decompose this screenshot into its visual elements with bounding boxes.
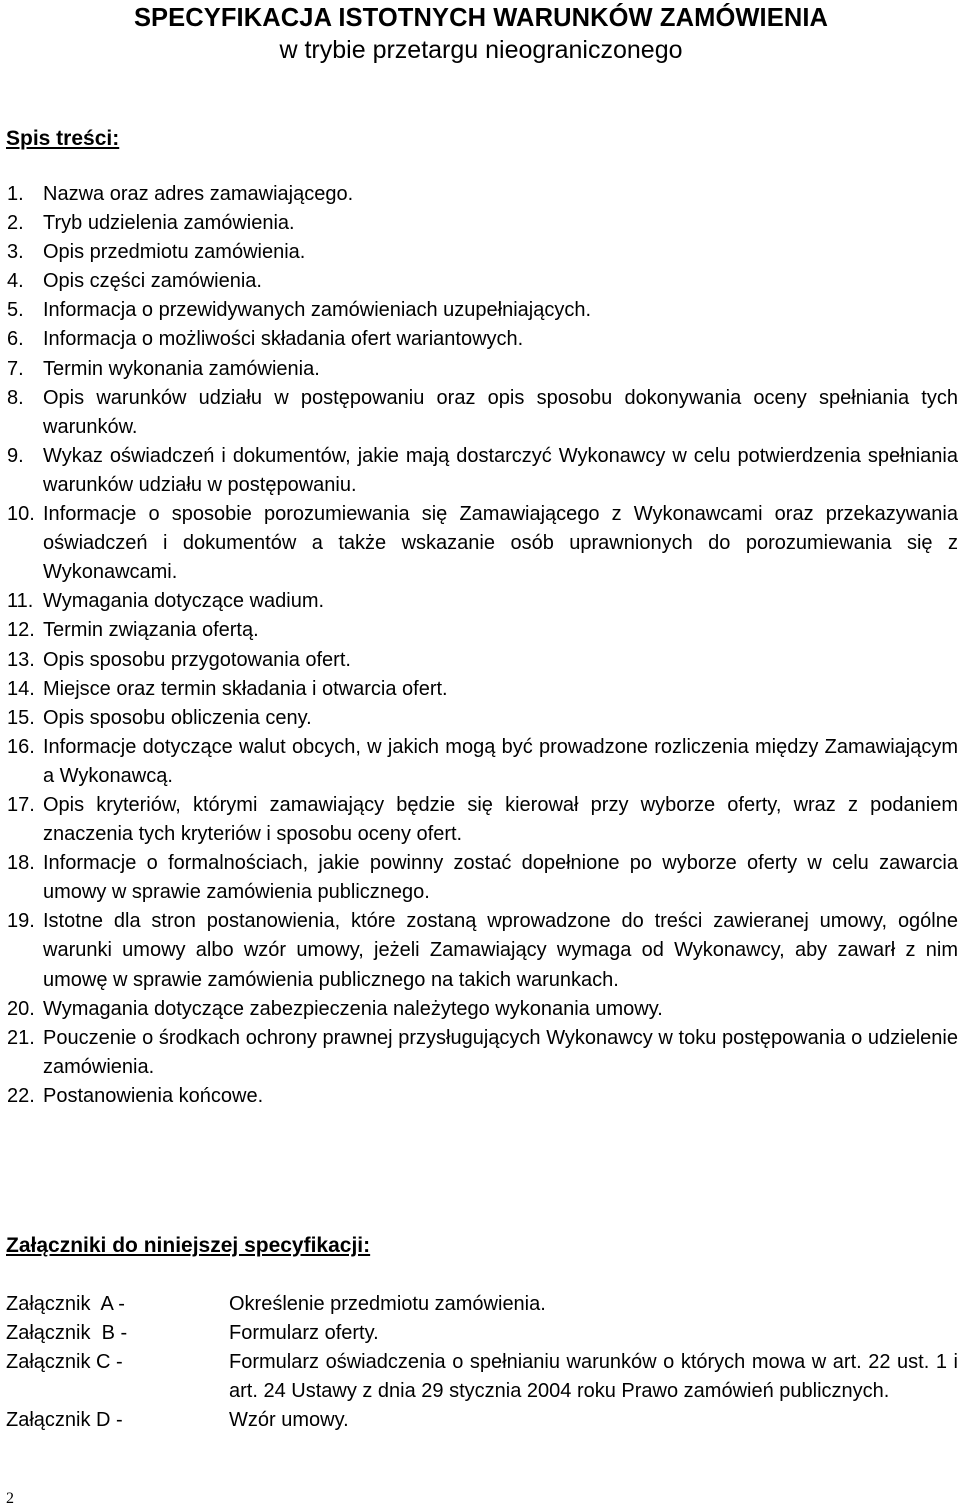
toc-item-number: 3.: [7, 241, 24, 264]
toc-item-text: Informacje dotyczące walut obcych, w jakich mogą być prowadzone rozliczenia między Zamawiającym a Wykonawcą.: [43, 735, 958, 787]
toc-item: [0, 587, 960, 616]
toc-item-number: 22.: [7, 1084, 35, 1107]
attachment-item: [0, 1290, 960, 1319]
toc-item-text: Pouczenie o środkach ochrony prawnej przysługujących Wykonawcy w toku postępowania o udzielenie zamówienia.: [43, 1026, 958, 1078]
toc-item-number: 11.: [7, 590, 34, 613]
toc-item-text: Wykaz oświadczeń i dokumentów, jakie mają dostarczyć Wykonawcy w celu potwierdzenia spełniania warunków udziału w postępowaniu.: [43, 444, 958, 496]
page-number: 2: [6, 1490, 14, 1507]
attachment-item: [0, 1406, 960, 1435]
attachment-description: Formularz oferty.: [229, 1322, 379, 1345]
toc-item: [0, 1082, 960, 1111]
attachment-label: Załącznik D -: [6, 1409, 123, 1432]
toc-heading: Spis treści:: [6, 127, 120, 150]
toc-item: [0, 849, 960, 907]
toc-item-number: 2.: [7, 212, 24, 235]
toc-list: [0, 180, 960, 1111]
toc-item: [0, 500, 960, 587]
toc-item-text: Wymagania dotyczące wadium.: [43, 590, 325, 613]
toc-item-number: 20.: [7, 997, 35, 1020]
toc-item-text: Opis sposobu obliczenia ceny.: [43, 706, 312, 729]
attachments-list: [0, 1290, 960, 1435]
toc-item-number: 6.: [7, 328, 24, 351]
toc-item-text: Tryb udzielenia zamówienia.: [43, 212, 295, 235]
toc-item-text: Termin związania ofertą.: [43, 619, 259, 642]
title-block: [0, 2, 960, 66]
toc-item: [0, 267, 960, 296]
toc-item-number: 12.: [7, 619, 35, 642]
attachment-item: [0, 1348, 960, 1406]
toc-item-number: 5.: [7, 299, 24, 322]
toc-item-number: 17.: [7, 793, 35, 816]
toc-item-text: Postanowienia końcowe.: [43, 1084, 264, 1107]
attachment-label: Załącznik B -: [6, 1322, 128, 1345]
toc-item-text: Opis kryteriów, którymi zamawiający będzie się kierował przy wyborze oferty, wraz z podaniem znaczenia tych kryteriów i sposobu oceny ofert.: [43, 793, 958, 846]
toc-item: [0, 995, 960, 1024]
toc-item-text: Informacja o przewidywanych zamówieniach uzupełniających.: [43, 299, 592, 322]
toc-item-text: Informacje o sposobie porozumiewania się Zamawiającego z Wykonawcami oraz przekazywania oświadczeń i dokumentów a także wskazanie osób uprawnionych do porozumiewania się z Wykonawcami.: [43, 503, 958, 584]
toc-item-text: Wymagania dotyczące zabezpieczenia należytego wykonania umowy.: [43, 997, 663, 1020]
toc-item: [0, 180, 960, 209]
toc-item: [0, 907, 960, 994]
toc-item: [0, 675, 960, 704]
toc-item-text: Termin wykonania zamówienia.: [43, 357, 320, 380]
toc-item-number: 14.: [7, 677, 35, 700]
toc-item: [0, 296, 960, 325]
attachment-description: Formularz oświadczenia o spełnianiu warunków o których mowa w art. 22 ust. 1 i art. 24 Ustawy z dnia 29 stycznia 2004 roku Prawo zamówień publicznych.: [229, 1351, 958, 1403]
toc-item-number: 18.: [7, 852, 35, 875]
toc-item: [0, 616, 960, 645]
toc-item-text: Opis przedmiotu zamówienia.: [43, 241, 306, 264]
attachments-heading: Załączniki do niniejszej specyfikacji:: [6, 1234, 371, 1257]
attachment-label: Załącznik C -: [6, 1351, 123, 1374]
toc-item: [0, 704, 960, 733]
toc-item-number: 21.: [7, 1026, 35, 1049]
toc-item-text: Nazwa oraz adres zamawiającego.: [43, 183, 354, 205]
toc-item: [0, 646, 960, 675]
toc-item: [0, 325, 960, 354]
toc-item-number: 16.: [7, 735, 35, 758]
toc-item: [0, 791, 960, 849]
toc-item-number: 1.: [7, 183, 24, 205]
toc-item: [0, 384, 960, 442]
toc-item-number: 19.: [7, 910, 35, 933]
toc-item: [0, 355, 960, 384]
attachment-description: Określenie przedmiotu zamówienia.: [229, 1293, 546, 1315]
toc-item-number: 15.: [7, 706, 35, 729]
toc-item: [0, 1024, 960, 1082]
toc-item: [0, 733, 960, 791]
toc-item-text: Opis warunków udziału w postępowaniu oraz opis sposobu dokonywania oceny spełniania tych warunków.: [43, 386, 958, 438]
toc-item-text: Istotne dla stron postanowienia, które zostaną wprowadzone do treści zawieranej umowy, ogólne warunki umowy albo wzór umowy, jeżeli Zamawiający wymaga od Wykonawcy, aby zawarł z nim umowę w sprawie zamówienia publicznego na takich warunkach.: [43, 910, 958, 991]
attachment-description: Wzór umowy.: [229, 1409, 349, 1432]
document-subtitle: w trybie przetargu nieograniczonego: [279, 36, 683, 64]
toc-item: [0, 442, 960, 500]
attachment-item: [0, 1319, 960, 1348]
toc-item-number: 7.: [7, 357, 24, 380]
toc-item-text: Opis części zamówienia.: [43, 270, 262, 293]
document-title: SPECYFIKACJA ISTOTNYCH WARUNKÓW ZAMÓWIENIA: [133, 4, 829, 32]
toc-item-text: Miejsce oraz termin składania i otwarcia ofert.: [43, 677, 448, 700]
toc-item-number: 8.: [7, 386, 24, 409]
toc-item: [0, 209, 960, 238]
toc-item-number: 13.: [7, 648, 35, 671]
toc-item-number: 10.: [7, 503, 35, 526]
toc-item-text: Informacje o formalnościach, jakie powinny zostać dopełnione po wyborze oferty w celu zawarcia umowy w sprawie zamówienia publicznego.: [43, 852, 958, 904]
toc-item-text: Informacja o możliwości składania ofert wariantowych.: [43, 328, 524, 351]
toc-item-text: Opis sposobu przygotowania ofert.: [43, 648, 351, 671]
toc-item: [0, 238, 960, 267]
toc-item-number: 4.: [7, 270, 24, 293]
toc-item-number: 9.: [7, 444, 24, 467]
attachment-label: Załącznik A -: [6, 1293, 125, 1315]
